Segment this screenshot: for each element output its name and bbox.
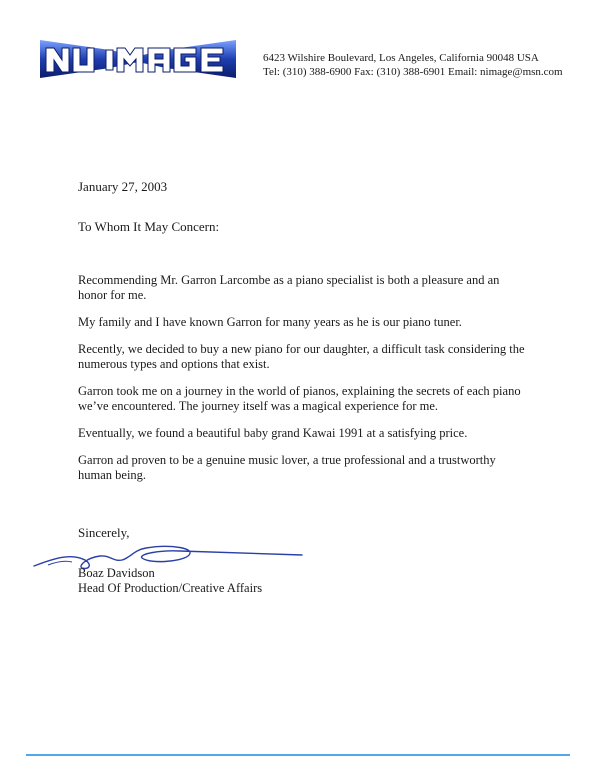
body-paragraph: Garron ad proven to be a genuine music lover, a true professional and a trustworthy human being. [78,453,496,482]
letter-body [78,273,528,495]
body-paragraph: My family and I have known Garron for many years as he is our piano tuner. [78,315,462,329]
letterhead-address: 6423 Wilshire Boulevard, Los Angeles, California 90048 USA [263,52,539,64]
footer-rule [26,754,570,756]
nu-image-logo [40,38,236,80]
letterhead-phone-email: Tel: (310) 388-6900 Fax: (310) 388-6901 Email: nimage@msn.com [263,66,563,78]
logo-letters [46,48,223,72]
signer-name: Boaz Davidson [78,566,155,580]
letter-salutation: To Whom It May Concern: [78,219,220,234]
letter-date: January 27, 2003 [78,179,168,194]
body-paragraph: Recommending Mr. Garron Larcombe as a piano specialist is both a pleasure and an honor for me. [78,273,500,302]
letterhead-contact [263,51,563,79]
letter-closing: Sincerely, [78,525,130,540]
signer-title: Head Of Production/Creative Affairs [78,581,263,595]
body-paragraph: Eventually, we found a beautiful baby grand Kawai 1991 at a satisfying price. [78,426,468,440]
body-paragraph: Garron took me on a journey in the world of pianos, explaining the secrets of each piano we’ve encountered. The journey itself was a magical experience for me. [78,384,521,413]
body-paragraph: Recently, we decided to buy a new piano for our daughter, a difficult task considering the numerous types and options that exist. [78,342,525,371]
signer-block [78,566,262,596]
